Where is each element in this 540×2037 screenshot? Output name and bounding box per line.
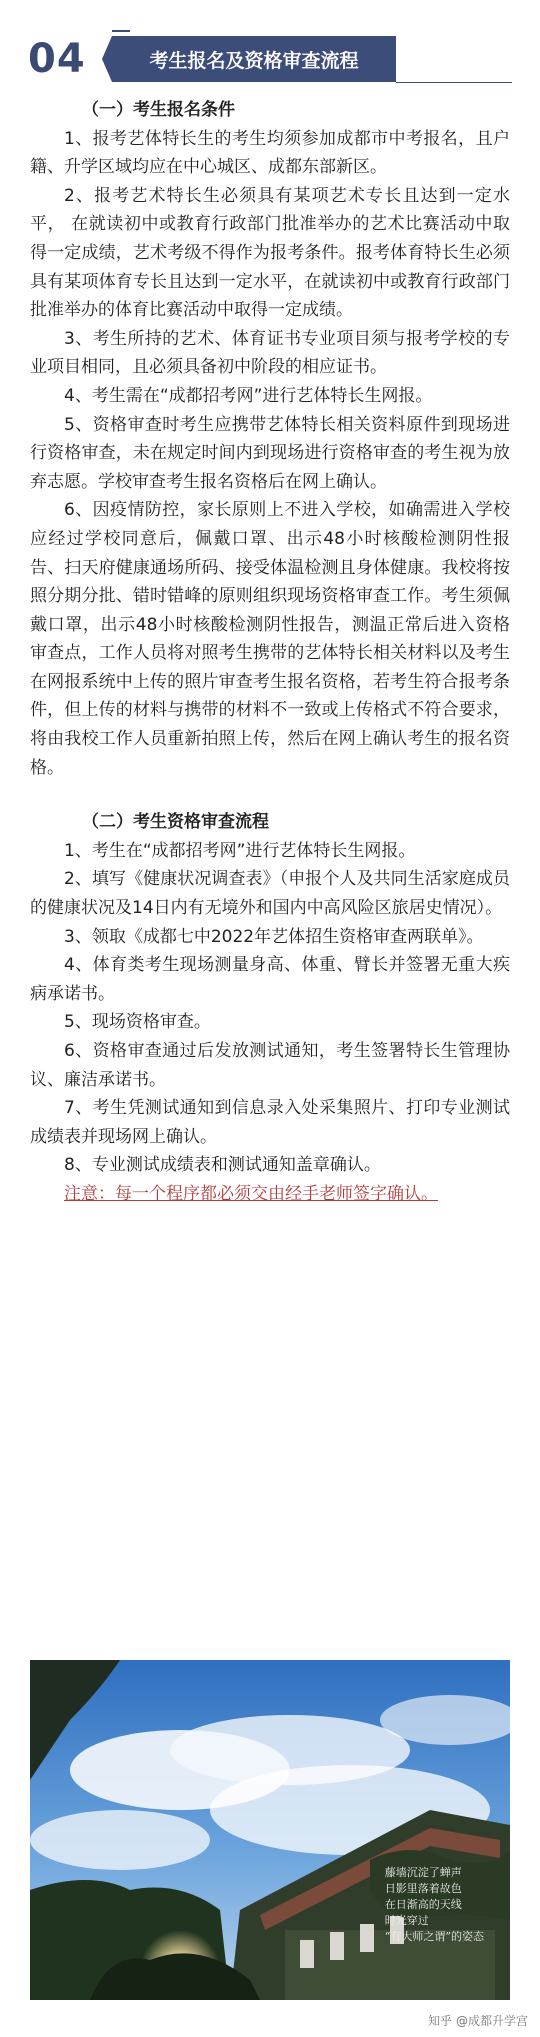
- paragraph: 4、考生需在“成都招考网”进行艺体特长生网报。: [64, 385, 433, 406]
- poem-line: 时光穿过: [384, 1914, 429, 1927]
- subsection-title: （一）考生报名条件: [82, 100, 235, 120]
- paragraph: 2、报考艺术特长生必须具有某项艺术专长且达到一定水平， 在就读初中或教育行政部门批准举办的艺术比赛活动中取得一定成绩，艺术考级不得作为报考条件。报考体育特长生必须具有某项体育专长且达到一定水平，在就读初中或教育行政部门批准举办的体育比赛活动中取得一定成绩。: [30, 185, 510, 321]
- poem-line: 藤墙沉淀了蝉声: [384, 1866, 462, 1879]
- campus-photo: [30, 1660, 510, 2000]
- paragraph: 8、专业测试成绩表和测试通知盖章确认。: [64, 1155, 381, 1176]
- campus-photo-illustration: [30, 1660, 510, 2000]
- paragraph: 2、填写《健康状况调查表》（申报个人及共同生活家庭成员的健康状况及14日内有无境外和国内中高风险区旅居史情况）。: [30, 869, 510, 919]
- note-text: 注意：每一个程序都必须交由经手老师签字确认。: [64, 1183, 438, 1204]
- paragraph: 3、领取《成都七中2022年艺体招生资格审查两联单》。: [64, 926, 484, 947]
- article-body: [30, 96, 510, 1209]
- poem-line: “有大师之谓”的姿态: [384, 1930, 484, 1943]
- paragraph: 5、资格审查时考生应携带艺体特长相关资料原件到现场进行资格审查，未在规定时间内到现场进行资格审查的考生视为放弃志愿。学校审查考生报名资格后在网上确认。: [30, 414, 510, 492]
- header-underline: [396, 82, 512, 83]
- section-header: [28, 30, 512, 86]
- section-number: 04: [28, 36, 86, 82]
- poem-line: 在日渐高的天线: [384, 1898, 462, 1911]
- section-title-banner: 考生报名及资格审查流程: [112, 36, 396, 82]
- poem-overlay: [385, 1865, 484, 1945]
- paragraph: 1、考生在“成都招考网”进行艺体特长生网报。: [64, 840, 416, 861]
- paragraph: 4、体育类考生现场测量身高、体重、臂长并签署无重大疾病承诺书。: [30, 955, 510, 1004]
- subsection-title: （二）考生资格审查流程: [82, 812, 269, 833]
- paragraph: 3、考生所持的艺术、体育证书专业项目须与报考学校的专业项目相同，且必须具备初中阶段的相应证书。: [30, 328, 510, 378]
- header-decor-line: [112, 30, 130, 32]
- paragraph: 1、报考艺体特长生的考生均须参加成都市中考报名，且户籍、升学区域均应在中心城区、成都东部新区。: [30, 128, 510, 178]
- paragraph: 5、现场资格审查。: [64, 1012, 211, 1033]
- poem-line: 日影里落着故色: [384, 1882, 462, 1895]
- paragraph: 6、资格审查通过后发放测试通知，考生签署特长生管理协议、廉洁承诺书。: [30, 1041, 510, 1090]
- spacer: [30, 782, 510, 808]
- watermark: 知乎 @成都升学宫: [428, 2014, 528, 2028]
- paragraph: 7、考生凭测试通知到信息录入处采集照片、打印专业测试成绩表并现场网上确认。: [30, 1098, 510, 1147]
- paragraph: 6、因疫情防控，家长原则上不进入学校，如确需进入学校应经过学校同意后，佩戴口罩、出示48小时核酸检测阴性报告、扫天府健康通场所码、接受体温检测且身体健康。我校将按照分期分批、错时错峰的原则组织现场资格审查工作。考生须佩戴口罩，出示48小时核酸检测阴性报告，测温正常后进入资格审查点，工作人员将对照考生携带的艺体特长相关材料以及考生在网报系统中上传的照片审查考生报名资格，若考生符合报考条件，但上传的材料与携带的材料不一致或上传格式不符合要求，将由我校工作人员重新拍照上传，然后在网上确认考生的报名资格。: [30, 500, 510, 778]
